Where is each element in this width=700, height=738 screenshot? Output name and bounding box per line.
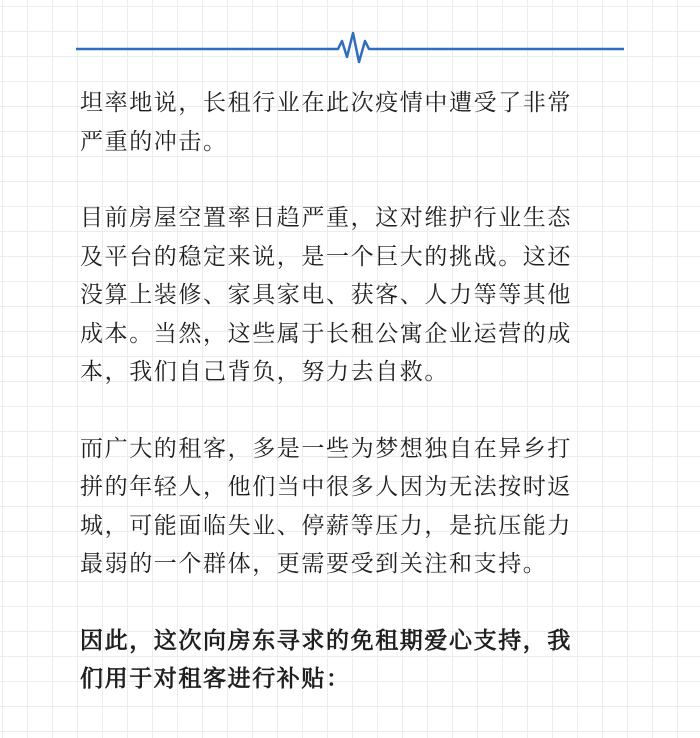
text-line: 而广大的租客，多是一些为梦想独自在异乡打: [80, 435, 572, 462]
text-line: 们用于对租客进行补贴：: [80, 666, 351, 692]
text-line: 及平台的稳定来说，是一个巨大的挑战。这还: [80, 243, 572, 270]
text-line: 拼的年轻人，他们当中很多人因为无法按时返: [80, 474, 572, 500]
paragraph-intro: [80, 84, 640, 161]
article-body: [80, 84, 640, 737]
text-line: 成本。当然，这些属于长租公寓企业运营的成: [80, 320, 572, 347]
text-line: 严重的冲击。: [80, 128, 228, 155]
text-line: 最弱的一个群体，更需要受到关注和支持。: [80, 551, 548, 577]
paragraph-conclusion: [80, 622, 640, 699]
heartbeat-pulse-icon: [332, 33, 376, 62]
text-line: 因此，这次向房东寻求的免租期爱心支持，我: [80, 627, 572, 654]
paragraph-tenants: [80, 430, 640, 584]
text-line: 本，我们自己背负，努力去自救。: [80, 359, 449, 385]
text-line: 坦率地说，长租行业在此次疫情中遭受了非常: [80, 90, 572, 116]
heartbeat-divider: [76, 28, 624, 64]
text-line: 没算上装修、家具家电、获客、人力等等其他: [80, 282, 572, 308]
text-line: 目前房屋空置率日趋严重，这对维护行业生态: [80, 205, 572, 231]
paragraph-vacancy: [80, 199, 640, 392]
text-line: 城，可能面临失业、停薪等压力，是抗压能力: [80, 512, 572, 539]
